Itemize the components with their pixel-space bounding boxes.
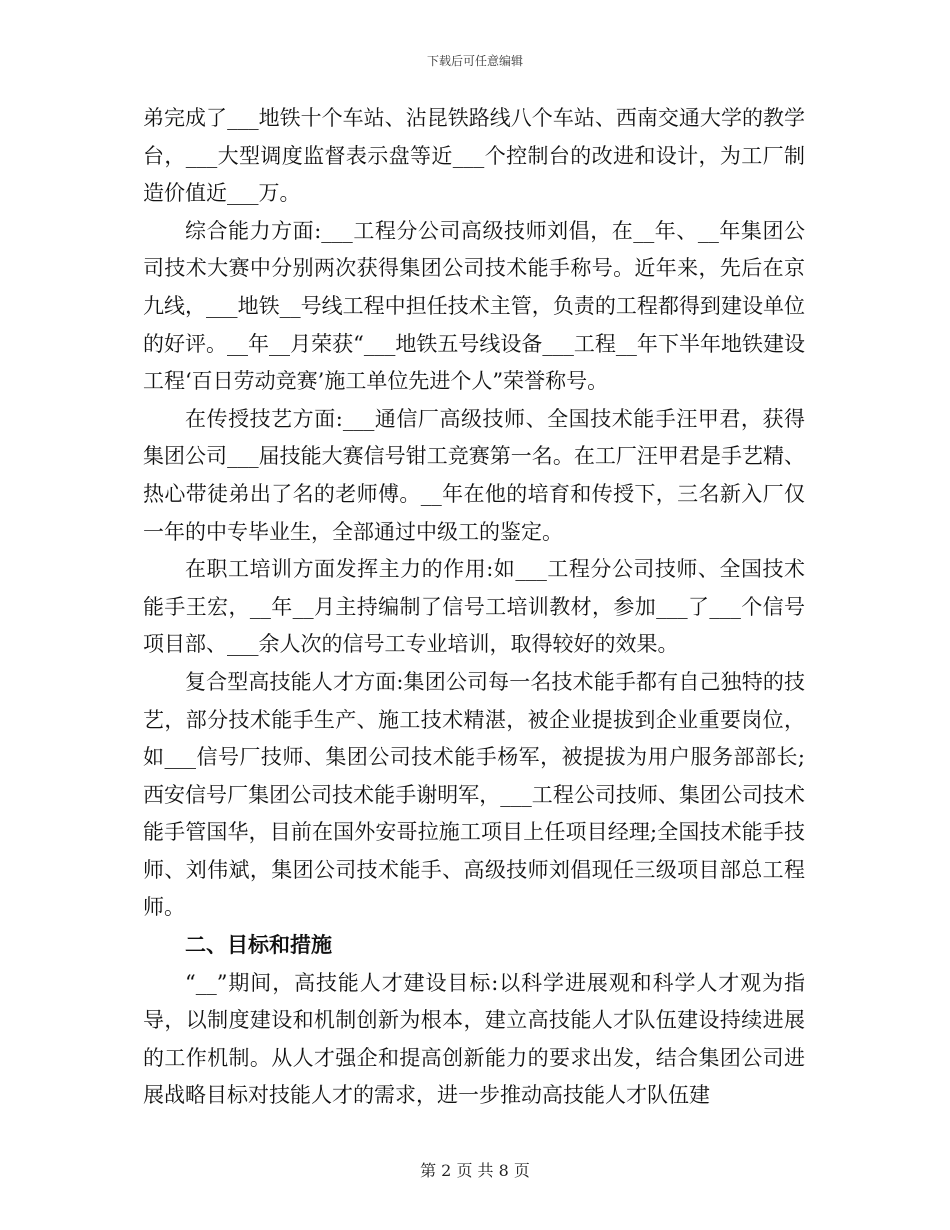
paragraph-composite-talent: 复合型高技能人才方面:集团公司每一名技术能手都有自己独特的技艺，部分技术能手生产、施工技术精湛，被企业提拔到企业重要岗位，如___信号厂技师、集团公司技术能手杨军，被提拔为用户服务部部长;西安信号厂集团公司技术能手谢明军，___工程公司技师、集团公司技术能手管国华，目前在国外安哥拉施工项目上任项目经理;全国技术能手技师、刘伟斌，集团公司技术能手、高级技师刘倡现任三级项目部总工程师。 [143, 669, 805, 920]
document-body [143, 100, 805, 1115]
paragraph-continuation: 弟完成了___地铁十个车站、沾昆铁路线八个车站、西南交通大学的教学台，___大型调度监督表示盘等近___个控制台的改进和设计，为工厂制造价值近___万。 [143, 106, 805, 206]
paragraph-skill-teaching: 在传授技艺方面:___通信厂高级技师、全国技术能手汪甲君，获得集团公司___届技能大赛信号钳工竞赛第一名。在工厂汪甲君是手艺精、热心带徒弟出了名的老师傅。__年在他的培育和传授下，三名新入厂仅一年的中专毕业生，全部通过中级工的鉴定。 [143, 406, 805, 544]
paragraph-goals: “__”期间，高技能人才建设目标:以科学进展观和科学人才观为指导，以制度建设和机制创新为根本，建立高技能人才队伍建设持续进展的工作机制。从人才强企和提高创新能力的要求出发，结合集团公司进展战略目标对技能人才的需求，进一步推动高技能人才队伍建 [143, 970, 805, 1108]
page-number: 第 2 页 共 8 页 [420, 1161, 530, 1180]
paragraph-comprehensive-ability: 综合能力方面:___工程分公司高级技师刘倡，在__年、__年集团公司技术大赛中分别两次获得集团公司技术能手称号。近年来，先后在京九线，___地铁__号线工程中担任技术主管，负责的工程都得到建设单位的好评。__年__月荣获“___地铁五号线设备___工程__年下半年地铁建设工程‘百日劳动竞赛’施工单位先进个人”荣誉称号。 [143, 218, 805, 394]
section-heading: 二、目标和措施 [185, 933, 332, 958]
paragraph-staff-training: 在职工培训方面发挥主力的作用:如___工程分公司技师、全国技术能手王宏，__年__月主持编制了信号工培训教材，参加___了___个信号项目部、___余人次的信号工专业培训，取得较好的效果。 [143, 557, 805, 657]
page-header: 下载后可任意编辑 [426, 54, 523, 68]
